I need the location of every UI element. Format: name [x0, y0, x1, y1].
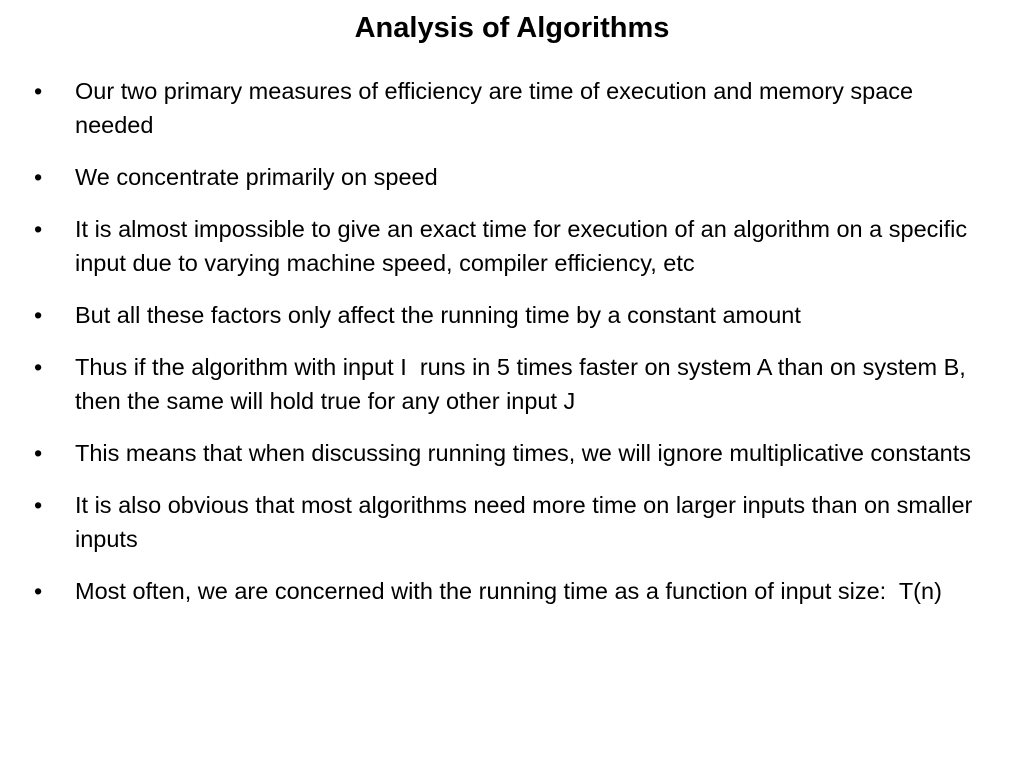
slide-title: Analysis of Algorithms	[354, 12, 670, 44]
bullet-icon: •	[34, 440, 43, 466]
bullet-icon: •	[34, 164, 43, 190]
bullet-item	[0, 488, 1024, 556]
bullet-item	[0, 436, 1024, 470]
bullet-icon: •	[34, 578, 43, 604]
bullet-text: Most often, we are concerned with the running time as a function of input size: T(n)	[75, 578, 942, 604]
bullet-icon: •	[34, 216, 43, 242]
bullet-list	[0, 74, 1024, 626]
bullet-item	[0, 212, 1024, 280]
bullet-item	[0, 574, 1024, 608]
bullet-icon: •	[34, 492, 43, 518]
bullet-item	[0, 74, 1024, 142]
bullet-icon: •	[34, 302, 43, 328]
bullet-icon: •	[34, 78, 43, 104]
bullet-text: Thus if the algorithm with input I runs in 5 times faster on system A than on system B, then the same will hold true for any other input J	[75, 354, 973, 414]
bullet-icon: •	[34, 354, 43, 380]
bullet-item	[0, 160, 1024, 194]
bullet-item	[0, 350, 1024, 418]
bullet-text: It is almost impossible to give an exact time for execution of an algorithm on a specific input due to varying machine speed, compiler efficiency, etc	[75, 216, 974, 276]
bullet-text: Our two primary measures of efficiency are time of execution and memory space needed	[75, 78, 920, 138]
bullet-text: It is also obvious that most algorithms need more time on larger inputs than on smaller inputs	[75, 492, 979, 552]
bullet-item	[0, 298, 1024, 332]
bullet-text: We concentrate primarily on speed	[75, 164, 438, 190]
bullet-text: But all these factors only affect the running time by a constant amount	[75, 302, 801, 328]
bullet-text: This means that when discussing running times, we will ignore multiplicative constants	[75, 440, 972, 466]
